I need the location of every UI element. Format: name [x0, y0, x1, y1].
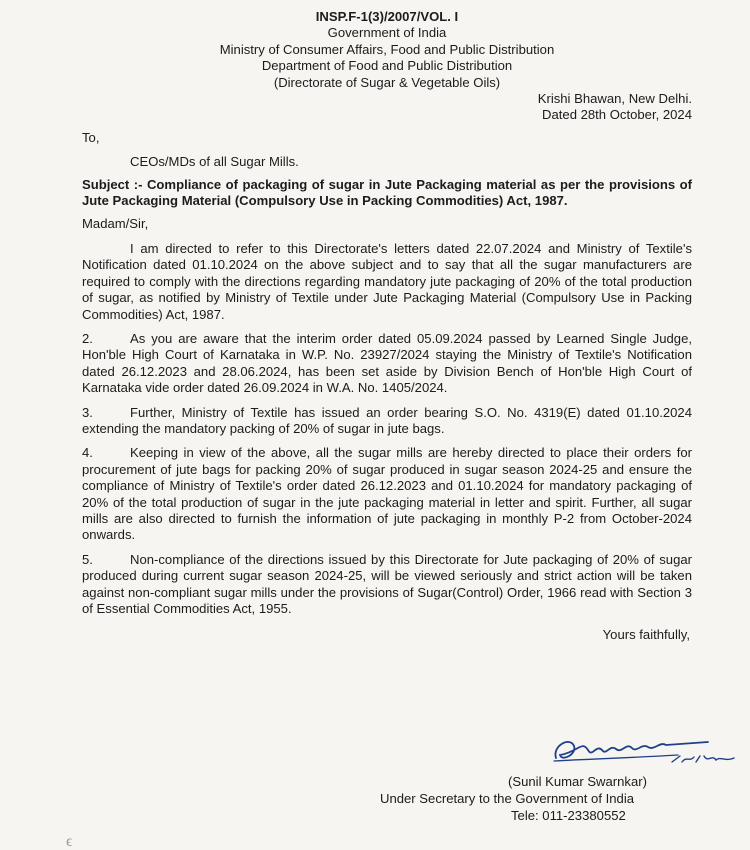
signatory-name: (Sunil Kumar Swarnkar): [508, 774, 647, 790]
closing-line: Yours faithfully,: [602, 627, 690, 643]
subject-line: Subject :- Compliance of packaging of sugar in Jute Packaging material as per the provisions of Jute Packaging Material (Compulsory Use in Packing Commodities) Act, 1987.: [82, 176, 692, 209]
paragraph-5: [82, 552, 692, 618]
paragraph-3-text: Further, Ministry of Textile has issued an order bearing S.O. No. 4319(E) dated 01.10.2024 extending the mandatory packing of 20% of sugar in jute bags.: [82, 404, 692, 436]
department-name: Department of Food and Public Distribution: [261, 58, 513, 74]
paragraph-2-text: As you are aware that the interim order dated 05.09.2024 passed by Learned Single Judge, Hon'ble High Court of Karnataka in W.P. No. 23927/2024 staying the Ministry of Textile's Notification dated 26.12.2023 and 28.06.2024, has been set aside by Division Bench of Hon'ble High Court of Karnataka vide order dated 26.09.2024 in W.A. No. 1405/2024.: [82, 330, 692, 396]
signatory-phone: Tele: 011-23380552: [511, 807, 626, 823]
paragraph-4-number: 4.: [82, 445, 93, 461]
paragraph-4-text: Keeping in view of the above, all the sugar mills are hereby directed to place their orders for procurement of jute bags for packing 20% of sugar produced in sugar season 2024-25 and ensure the compliance of Ministry of Textile's order dated 26.12.2023 and 01.10.2024 for mandatory packaging of 20% of the total production of sugar in the jute packaging material in letter and spirit. Further, all sugar mills are also directed to furnish the information of jute packaging in monthly P-2 from October-2024 onwards.: [82, 445, 692, 543]
signature-block: [380, 728, 680, 824]
paragraph-1: I am directed to refer to this Directorate's letters dated 22.07.2024 and Ministry of Textile's Notification dated 01.10.2024 on the above subject and to say that all the sugar manufacturers are required to comply with the directions regarding mandatory jute packaging of 20% of the total production of sugar, as notified by Ministry of Textile under Jute Packaging Material (Compulsory Use in Packing Commodities) Act, 1987.: [82, 240, 692, 322]
file-reference: INSP.F-1(3)/2007/VOL. I: [315, 9, 459, 24]
paragraph-2: [82, 331, 692, 397]
paragraph-3-number: 3.: [82, 404, 93, 420]
to-label: To,: [82, 129, 100, 145]
handwritten-signature-icon: [548, 728, 748, 770]
letterhead: [82, 0, 692, 91]
paragraph-2-number: 2.: [82, 330, 93, 346]
date-line: Dated 28th October, 2024: [542, 107, 692, 123]
page-edge-mark: ϵ: [66, 833, 73, 850]
government-name: Government of India: [327, 25, 447, 41]
addressee: CEOs/MDs of all Sugar Mills.: [130, 154, 299, 170]
directorate-name: (Directorate of Sugar & Vegetable Oils): [273, 74, 501, 90]
paragraph-3: [82, 405, 692, 438]
place-line: Krishi Bhawan, New Delhi.: [537, 91, 692, 107]
paragraph-5-text: Non-compliance of the directions issued by this Directorate for Jute packaging of 20% of sugar produced during current sugar season 2024-25, will be viewed seriously and strict action will be taken against non-compliant sugar mills under the provisions of Sugar(Control) Order, 1966 read with Section 3 of Essential Commodities Act, 1955.: [82, 551, 692, 616]
salutation: Madam/Sir,: [82, 216, 149, 232]
ministry-name: Ministry of Consumer Affairs, Food and Public Distribution: [219, 41, 555, 57]
signatory-designation: Under Secretary to the Government of India: [380, 791, 635, 806]
paragraph-4: [82, 445, 692, 543]
paragraph-5-number: 5.: [82, 551, 93, 567]
